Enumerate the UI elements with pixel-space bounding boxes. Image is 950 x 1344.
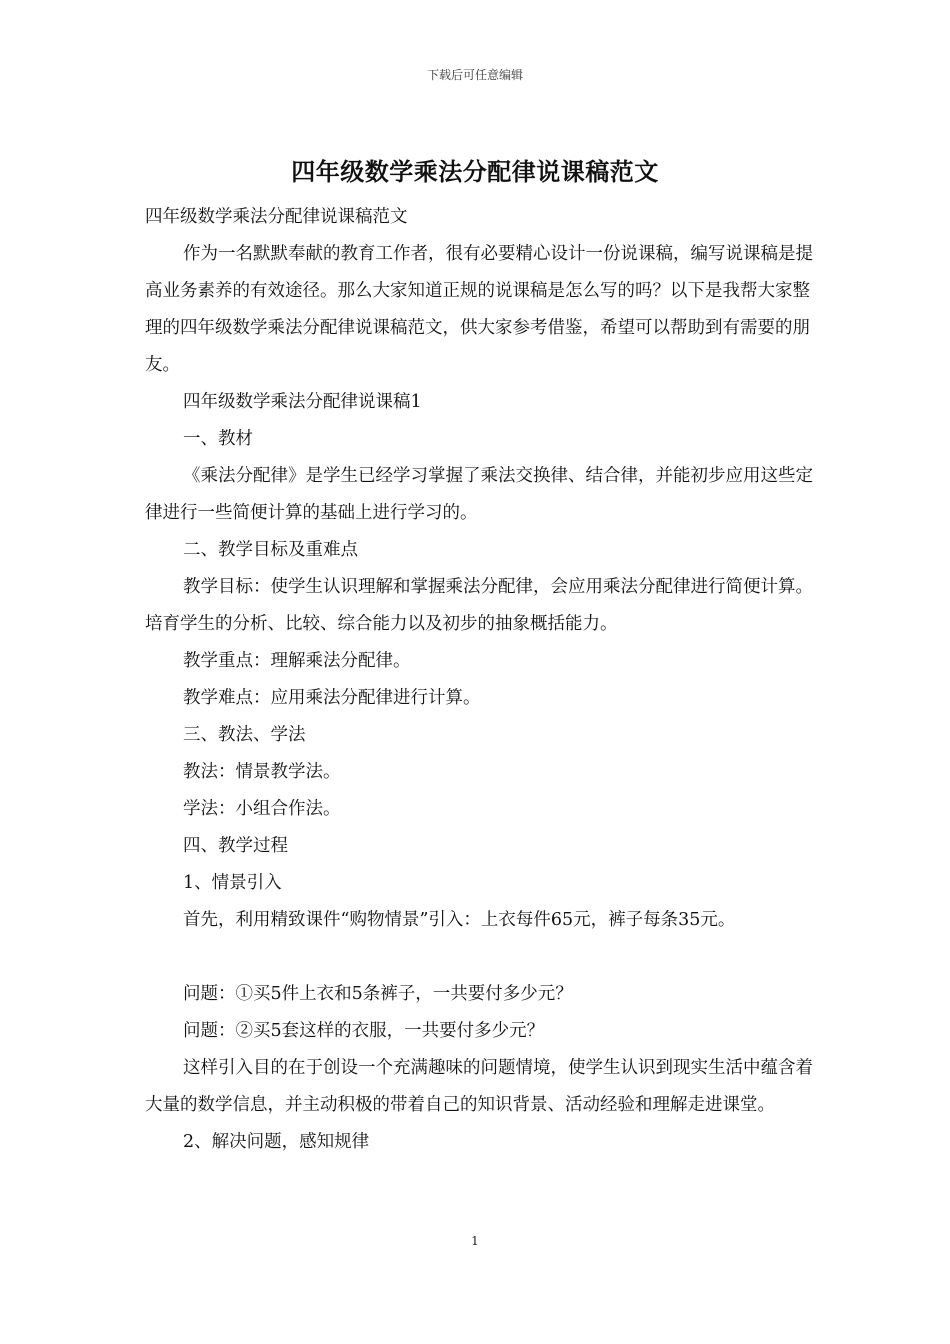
- question-two: 问题：②买5套这样的衣服，一共要付多少元？: [183, 1021, 545, 1041]
- header-note: 下载后可任意编辑: [426, 68, 523, 82]
- teaching-key-point: 教学重点：理解乘法分配律。: [183, 651, 411, 671]
- textbook-paragraph: 《乘法分配律》是学生已经学习掌握了乘法交换律、结合律，并能初步应用这些定律进行一些简便计算的基础上进行学习的。: [145, 466, 813, 523]
- introduction-paragraph: 首先，利用精致课件“购物情景”引入：上衣每件65元，裤子每条35元。: [183, 910, 736, 930]
- purpose-paragraph: 这样引入目的在于创设一个充满趣味的问题情境，使学生认识到现实生活中蕴含着大量的数学信息，并主动积极的带着自己的知识背景、活动经验和理解走进课堂。: [145, 1058, 813, 1115]
- intro-paragraph: 作为一名默默奉献的教育工作者，很有必要精心设计一份说课稿，编写说课稿是提高业务素养的有效途径。那么大家知道正规的说课稿是怎么写的吗？以下是我帮大家整理的四年级数学乘法分配律说课稿范文，供大家参考借鉴，希望可以帮助到有需要的朋友。: [145, 244, 813, 375]
- section-heading-process: 四、教学过程: [183, 836, 288, 856]
- teaching-goal-paragraph: 教学目标：使学生认识理解和掌握乘法分配律，会应用乘法分配律进行简便计算。培育学生的分析、比较、综合能力以及初步的抽象概括能力。: [145, 577, 813, 634]
- question-one: 问题：①买5件上衣和5条裤子，一共要付多少元？: [183, 984, 573, 1004]
- learning-method: 学法：小组合作法。: [183, 799, 341, 819]
- section-heading-goals: 二、教学目标及重难点: [183, 540, 358, 560]
- subtitle-paragraph: 四年级数学乘法分配律说课稿范文: [145, 207, 408, 227]
- document-body: [145, 199, 817, 1161]
- blank-line: [145, 939, 817, 976]
- step-heading-solve: 2、解决问题，感知规律: [183, 1132, 370, 1152]
- section-heading-methods: 三、教法、学法: [183, 725, 306, 745]
- teaching-method: 教法：情景教学法。: [183, 762, 341, 782]
- section-heading-textbook: 一、教材: [183, 429, 253, 449]
- document-title: 四年级数学乘法分配律说课稿范文: [291, 157, 659, 186]
- page-number: 1: [471, 1234, 479, 1248]
- lesson-heading: 四年级数学乘法分配律说课稿1: [183, 392, 422, 412]
- step-heading-introduction: 1、情景引入: [183, 873, 282, 893]
- teaching-difficulty: 教学难点：应用乘法分配律进行计算。: [183, 688, 481, 708]
